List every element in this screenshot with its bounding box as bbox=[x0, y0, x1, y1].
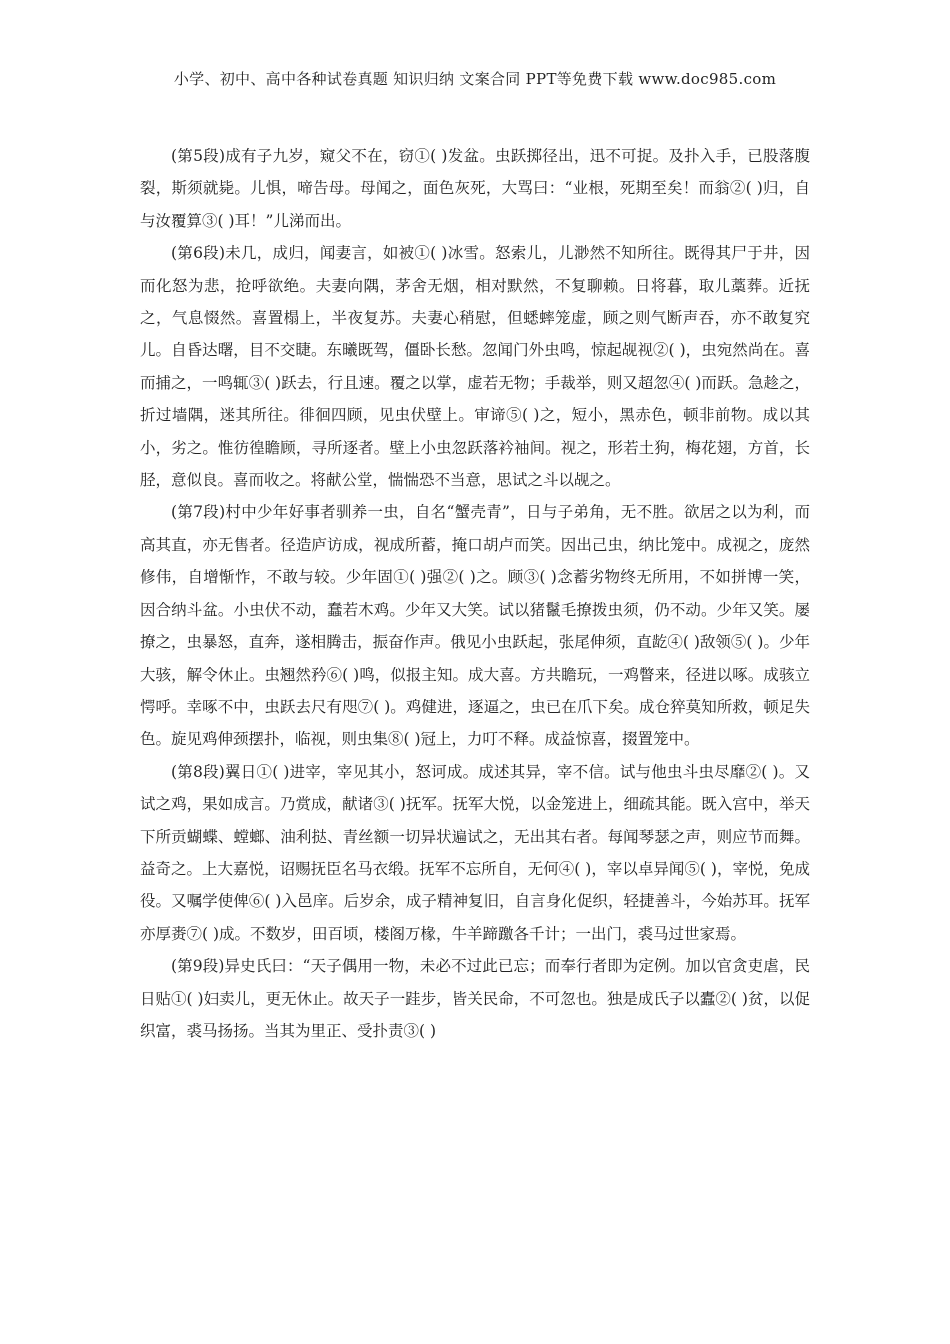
paragraph-5: (第5段)成有子九岁，窥父不在，窃①( )发盆。虫跃掷径出，迅不可捉。及扑入手，已股落腹裂，斯须就毙。儿惧，啼告母。母闻之，面色灰死，大骂曰：“业根，死期至矣！而翁②( )归，自与汝覆算③( )耳！”儿涕而出。 bbox=[140, 147, 810, 230]
document-body bbox=[140, 140, 810, 1047]
paragraph-9: (第9段)异史氏曰：“天子偶用一物，未必不过此已忘；而奉行者即为定例。加以官贪吏虐，民日贴①( )妇卖儿，更无休止。故天子一跬步，皆关民命，不可忽也。独是成氏子以蠹②( )贫，以促织富，裘马扬扬。当其为里正、受扑责③( ) bbox=[140, 957, 810, 1040]
paragraph-8: (第8段)翼日①( )进宰，宰见其小，怒诃成。成述其异，宰不信。试与他虫斗虫尽靡②( )。又试之鸡，果如成言。乃赏成，献诸③( )抚军。抚军大悦，以金笼进上，细疏其能。既入宫中，举天下所贡蝴蝶、螳螂、油利挞、青丝额一切异状遍试之，无出其右者。每闻琴瑟之声，则应节而舞。益奇之。上大嘉悦，诏赐抚臣名马衣缎。抚军不忘所自，无何④( )，宰以卓异闻⑤( )，宰悦，免成役。又嘱学使俾⑥( )入邑庠。后岁余，成子精神复旧，自言身化促织，轻捷善斗，今始苏耳。抚军亦厚赉⑦( )成。不数岁，田百顷，楼阁万椽，牛羊蹄躈各千计；一出门，裘马过世家焉。 bbox=[140, 762, 810, 943]
paragraph-6: (第6段)未几，成归，闻妻言，如被①( )冰雪。怒索儿，儿渺然不知所往。既得其尸于井，因而化怒为悲，抢呼欲绝。夫妻向隅，茅舍无烟，相对默然，不复聊赖。日将暮，取儿藁葬。近抚之，气息惙然。喜置榻上，半夜复苏。夫妻心稍慰，但蟋蟀笼虚，顾之则气断声吞，亦不敢复究儿。自昏达曙，目不交睫。东曦既驾，僵卧长愁。忽闻门外虫鸣，惊起觇视②( )，虫宛然尚在。喜而捕之，一鸣辄③( )跃去，行且速。覆之以掌，虚若无物；手裁举，则又超忽④( )而跃。急趁之，折过墙隅，迷其所往。徘徊四顾，见虫伏壁上。审谛⑤( )之，短小，黑赤色，顿非前物。成以其小，劣之。惟彷徨瞻顾，寻所逐者。壁上小虫忽跃落衿袖间。视之，形若土狗，梅花翅，方首，长胫，意似良。喜而收之。将献公堂，惴惴恐不当意，思试之斗以觇之。 bbox=[140, 244, 810, 490]
page-header: 小学、初中、高中各种试卷真题 知识归纳 文案合同 PPT等免费下载 www.doc985.com bbox=[173, 70, 777, 88]
paragraph-7: (第7段)村中少年好事者驯养一虫，自名“蟹壳青”，日与子弟角，无不胜。欲居之以为利，而高其直，亦无售者。径造庐访成，视成所蓄，掩口胡卢而笑。因出己虫，纳比笼中。成视之，庞然修伟，自增惭怍，不敢与较。少年固①( )强②( )之。顾③( )念蓄劣物终无所用，不如拼博一笑，因合纳斗盆。小虫伏不动，蠢若木鸡。少年又大笑。试以猪鬣毛撩拨虫须，仍不动。少年又笑。屡撩之，虫暴怒，直奔，遂相腾击，振奋作声。俄见小虫跃起，张尾伸须，直龁④( )敌领⑤( )。少年大骇，解令休止。虫翘然矜⑥( )鸣，似报主知。成大喜。方共瞻玩，一鸡瞥来，径进以啄。成骇立愕呼。幸啄不中，虫跃去尺有咫⑦( )。鸡健进，逐逼之，虫已在爪下矣。成仓猝莫知所救，顿足失色。旋见鸡伸颈摆扑，临视，则虫集⑧( )冠上，力叮不释。成益惊喜，掇置笼中。 bbox=[140, 503, 810, 749]
